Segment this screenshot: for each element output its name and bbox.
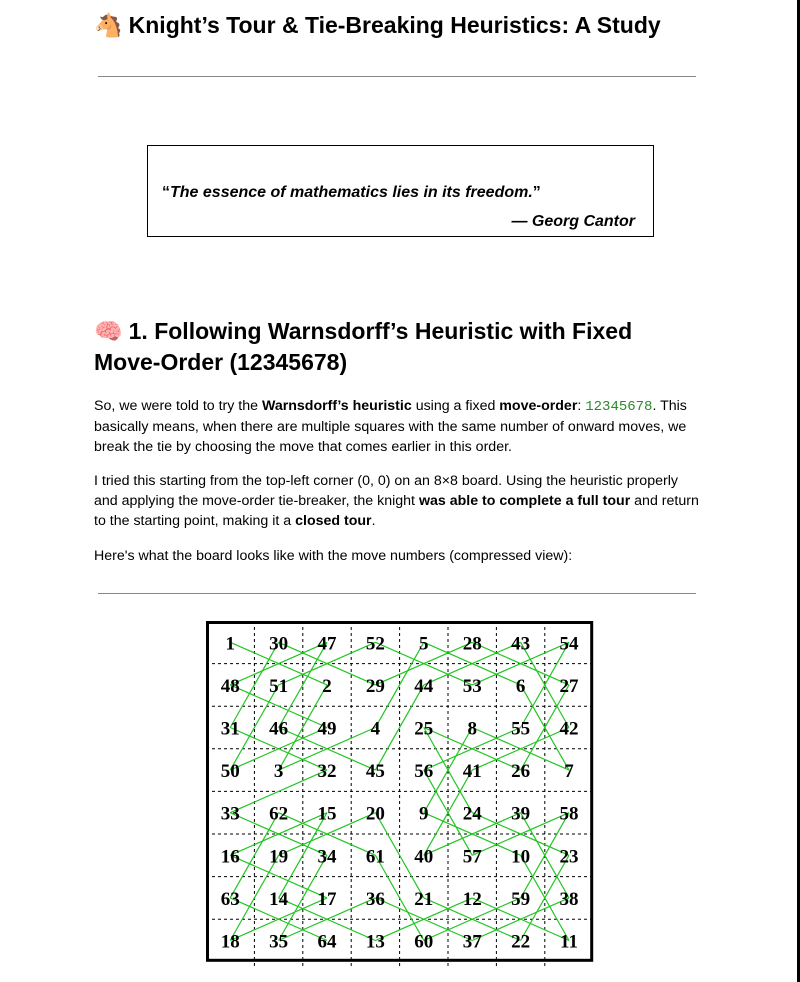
board-cell-number: 58 [559,803,579,825]
board-cell-number: 12 [462,888,482,910]
board-cell-number: 52 [365,633,385,655]
board-cell-number: 11 [560,931,578,953]
section-heading [94,316,694,378]
section-heading-text: 1. Following Warnsdorff’s Heuristic with Fixed Move-Order (12345678) [94,318,633,375]
board-cell-number: 23 [559,846,579,868]
quote-author: — Georg Cantor [511,213,635,230]
board-cell-number: 6 [515,675,526,697]
board-cell-number: 31 [220,718,240,740]
board-cell-number: 2 [322,675,332,697]
board-cell-number: 57 [462,846,482,868]
paragraph-intro [94,396,700,457]
board-cell-number: 43 [511,633,531,655]
quote-box [147,145,654,237]
bold-term: Warnsdorff’s heuristic [261,398,412,414]
brain-icon: 🧠 [94,318,123,344]
board-cell-number: 64 [317,931,337,953]
board-cell-number: 42 [559,718,579,740]
quote-open-mark: “ [162,184,170,201]
bold-term: was able to complete a full tour [418,493,631,509]
board-cell-number: 39 [511,803,531,825]
board-cell-number: 41 [462,761,482,783]
horse-icon: 🐴 [94,12,123,38]
knights-tour-board [206,621,596,967]
text-run: and return to the starting point, making it a [94,493,699,529]
board-cell-number: 15 [317,803,337,825]
board-cell-number: 18 [220,931,240,953]
board-cell-number: 28 [462,633,482,655]
board-svg [206,621,596,967]
board-cell-number: 38 [559,888,579,910]
page-title [94,10,714,40]
board-cell-number: 30 [269,633,289,655]
board-cell-number: 59 [511,888,531,910]
board-cell-number: 3 [273,761,284,783]
board-cell-number: 46 [269,718,289,740]
paragraph-board-intro: Here's what the board looks like with the move numbers (compressed view): [94,548,573,564]
board-cell-number: 1 [225,633,235,655]
text-run: . [371,513,376,529]
board-cell-number: 14 [269,888,289,910]
board-cell-number: 51 [269,675,289,697]
move-order-code: 12345678 [585,399,653,415]
board-cell-number: 33 [220,803,240,825]
board-cell-number: 50 [220,761,240,783]
board-cell-number: 35 [269,931,289,953]
board-cell-number: 13 [365,931,385,953]
text-run: So, we were told to try the [94,398,262,414]
quote-text [162,184,541,202]
text-run: using a fixed [411,398,500,414]
board-cell-number: 63 [220,888,240,910]
bold-term: move-order [499,398,578,414]
board-cell-number: 55 [511,718,531,740]
text-run: I tried this starting from the top-left corner (0, 0) on an 8×8 board. Using the heuristic properly and applying the move-order tie-breaker, the knight [94,473,678,509]
text-run: : [577,398,586,414]
board-cell-number: 47 [317,633,337,655]
board-cell-number: 27 [559,675,579,697]
board-cell-number: 22 [511,931,531,953]
divider [98,593,696,594]
board-cell-number: 53 [462,675,482,697]
bold-term: closed tour [295,513,372,529]
board-cell-number: 8 [467,718,477,740]
quote-close-mark: ” [532,184,541,201]
board-cell-number: 7 [564,761,574,783]
text-run: . This basically means, when there are multiple squares with the same number of onward moves, we break the tie by choosing the move that comes earlier in this order. [94,398,687,455]
board-cell-number: 61 [365,846,385,868]
board-cell-number: 26 [511,761,531,783]
board-cell-number: 62 [269,803,289,825]
board-cell-number: 4 [370,718,381,740]
board-cell-number: 17 [317,888,337,910]
board-cell-number: 37 [462,931,482,953]
board-cell-number: 54 [559,633,579,655]
board-cell-number: 19 [269,846,289,868]
board-cell-number: 36 [365,888,385,910]
paragraph-result [94,471,700,531]
board-cell-number: 48 [220,675,240,697]
board-cell-number: 9 [419,803,429,825]
divider [98,76,696,77]
board-cell-number: 34 [317,846,337,868]
board-cell-number: 45 [365,761,385,783]
board-cell-number: 20 [365,803,385,825]
board-cell-number: 16 [220,846,240,868]
board-cell-number: 49 [317,718,337,740]
board-cell-number: 60 [414,931,434,953]
quote-body: The essence of mathematics lies in its freedom. [170,184,533,201]
board-cell-number: 10 [511,846,531,868]
board-cell-number: 5 [419,633,429,655]
board-cell-number: 21 [414,888,434,910]
board-cell-number: 24 [462,803,482,825]
board-cell-number: 44 [414,675,434,697]
board-cell-number: 40 [414,846,434,868]
board-cell-number: 29 [365,675,385,697]
board-cell-number: 32 [317,761,337,783]
board-cell-number: 25 [414,718,434,740]
page-title-text: Knight’s Tour & Tie-Breaking Heuristics: A Study [128,12,661,38]
board-cell-number: 56 [414,761,434,783]
